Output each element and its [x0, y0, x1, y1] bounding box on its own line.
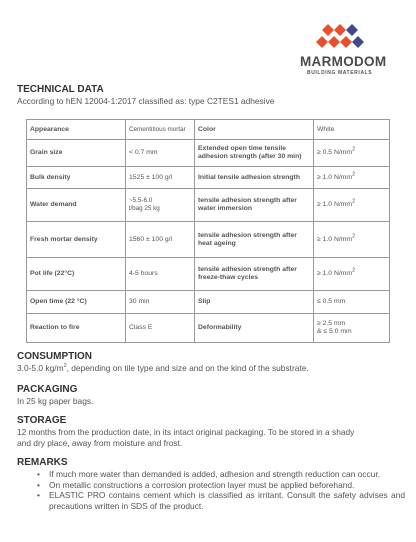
classification-text: According to hEN 12004-1:2017 classified as: type C2TES1 adhesive	[17, 96, 275, 106]
row-value: ~5.5-6.0 l/bag 25 kg	[126, 189, 195, 222]
storage-text: 12 months from the production date, in its intact original packaging. To be stored in a shady and dry place, away from moisture and frost.	[17, 427, 355, 448]
table-row	[27, 120, 390, 140]
row-label: tensile adhesion strength after freeze-thaw cycles	[195, 258, 314, 291]
consumption-heading: CONSUMPTION	[17, 351, 92, 362]
row-label: Color	[195, 120, 314, 140]
row-value: ≥ 0.5 $N/mm^2$	[314, 140, 390, 167]
list-item: • If much more water than demanded is added, adhesion and strength reduction can occur.	[37, 469, 405, 480]
row-value: White	[314, 120, 390, 140]
tiles-logo-icon	[312, 20, 368, 50]
row-value: ≥ 2.5 mm & ≤ 5.0 mm	[314, 314, 390, 343]
row-label: Bulk density	[27, 167, 126, 189]
remarks-heading: REMARKS	[17, 457, 68, 468]
technical-data-heading: TECHNICAL DATA	[17, 84, 104, 95]
row-value: 30 min	[126, 291, 195, 314]
brand-logo	[300, 20, 412, 80]
row-label: tensile adhesion strength after heat ageing	[195, 222, 314, 258]
table-row	[27, 314, 390, 343]
table-row	[27, 222, 390, 258]
technical-data-table	[26, 119, 390, 343]
consumption-text: 3.0-5.0 $kg/m^2$, depending on tile type and size and on the kind of the substrate.	[17, 363, 309, 373]
row-value: Cementitious mortar	[126, 120, 195, 140]
brand-tagline: BUILDING MATERIALS	[307, 70, 373, 76]
table-row	[27, 258, 390, 291]
list-item: • On metallic constructions a corrosion protection layer must be applied beforehand.	[37, 480, 405, 491]
row-label: Extended open time tensile adhesion strength (after 30 min)	[195, 140, 314, 167]
row-label: Appearance	[27, 120, 126, 140]
table-row	[27, 167, 390, 189]
storage-heading: STORAGE	[17, 415, 67, 426]
row-label: tensile adhesion strength after water immersion	[195, 189, 314, 222]
brand-name: MARMODOM	[300, 54, 387, 69]
row-label: Deformability	[195, 314, 314, 343]
row-label: Slip	[195, 291, 314, 314]
table-row	[27, 189, 390, 222]
remarks-list	[37, 469, 405, 511]
row-label: Open time (22 °C)	[27, 291, 126, 314]
packaging-heading: PACKAGING	[17, 384, 78, 395]
table-row	[27, 291, 390, 314]
row-label: Reaction to fire	[27, 314, 126, 343]
list-item: • ELASTIC PRO contains cement which is classified as irritant. Consult the safety advises and precautions written in SDS of the product.	[37, 490, 405, 511]
row-value: ≤ 0.5 mm	[314, 291, 390, 314]
table-row	[27, 140, 390, 167]
row-value: ≥ 1.0 $N/mm^2$	[314, 258, 390, 291]
row-value: ≥ 1.0 $N/mm^2$	[314, 167, 390, 189]
row-label: Initial tensile adhesion strength	[195, 167, 314, 189]
row-value: < 0.7 mm	[126, 140, 195, 167]
row-label: Pot life (22°C)	[27, 258, 126, 291]
packaging-text: In 25 kg paper bags.	[17, 396, 94, 406]
row-label: Water demand	[27, 189, 126, 222]
row-value: ≥ 1.0 $N/mm^2$	[314, 189, 390, 222]
row-value: 1525 ± 100 g/l	[126, 167, 195, 189]
row-value: 4-5 hours	[126, 258, 195, 291]
row-value: ≥ 1.0 $N/mm^2$	[314, 222, 390, 258]
row-value: Class E	[126, 314, 195, 343]
row-label: Grain size	[27, 140, 126, 167]
row-value: 1560 ± 100 g/l	[126, 222, 195, 258]
row-label: Fresh mortar density	[27, 222, 126, 258]
